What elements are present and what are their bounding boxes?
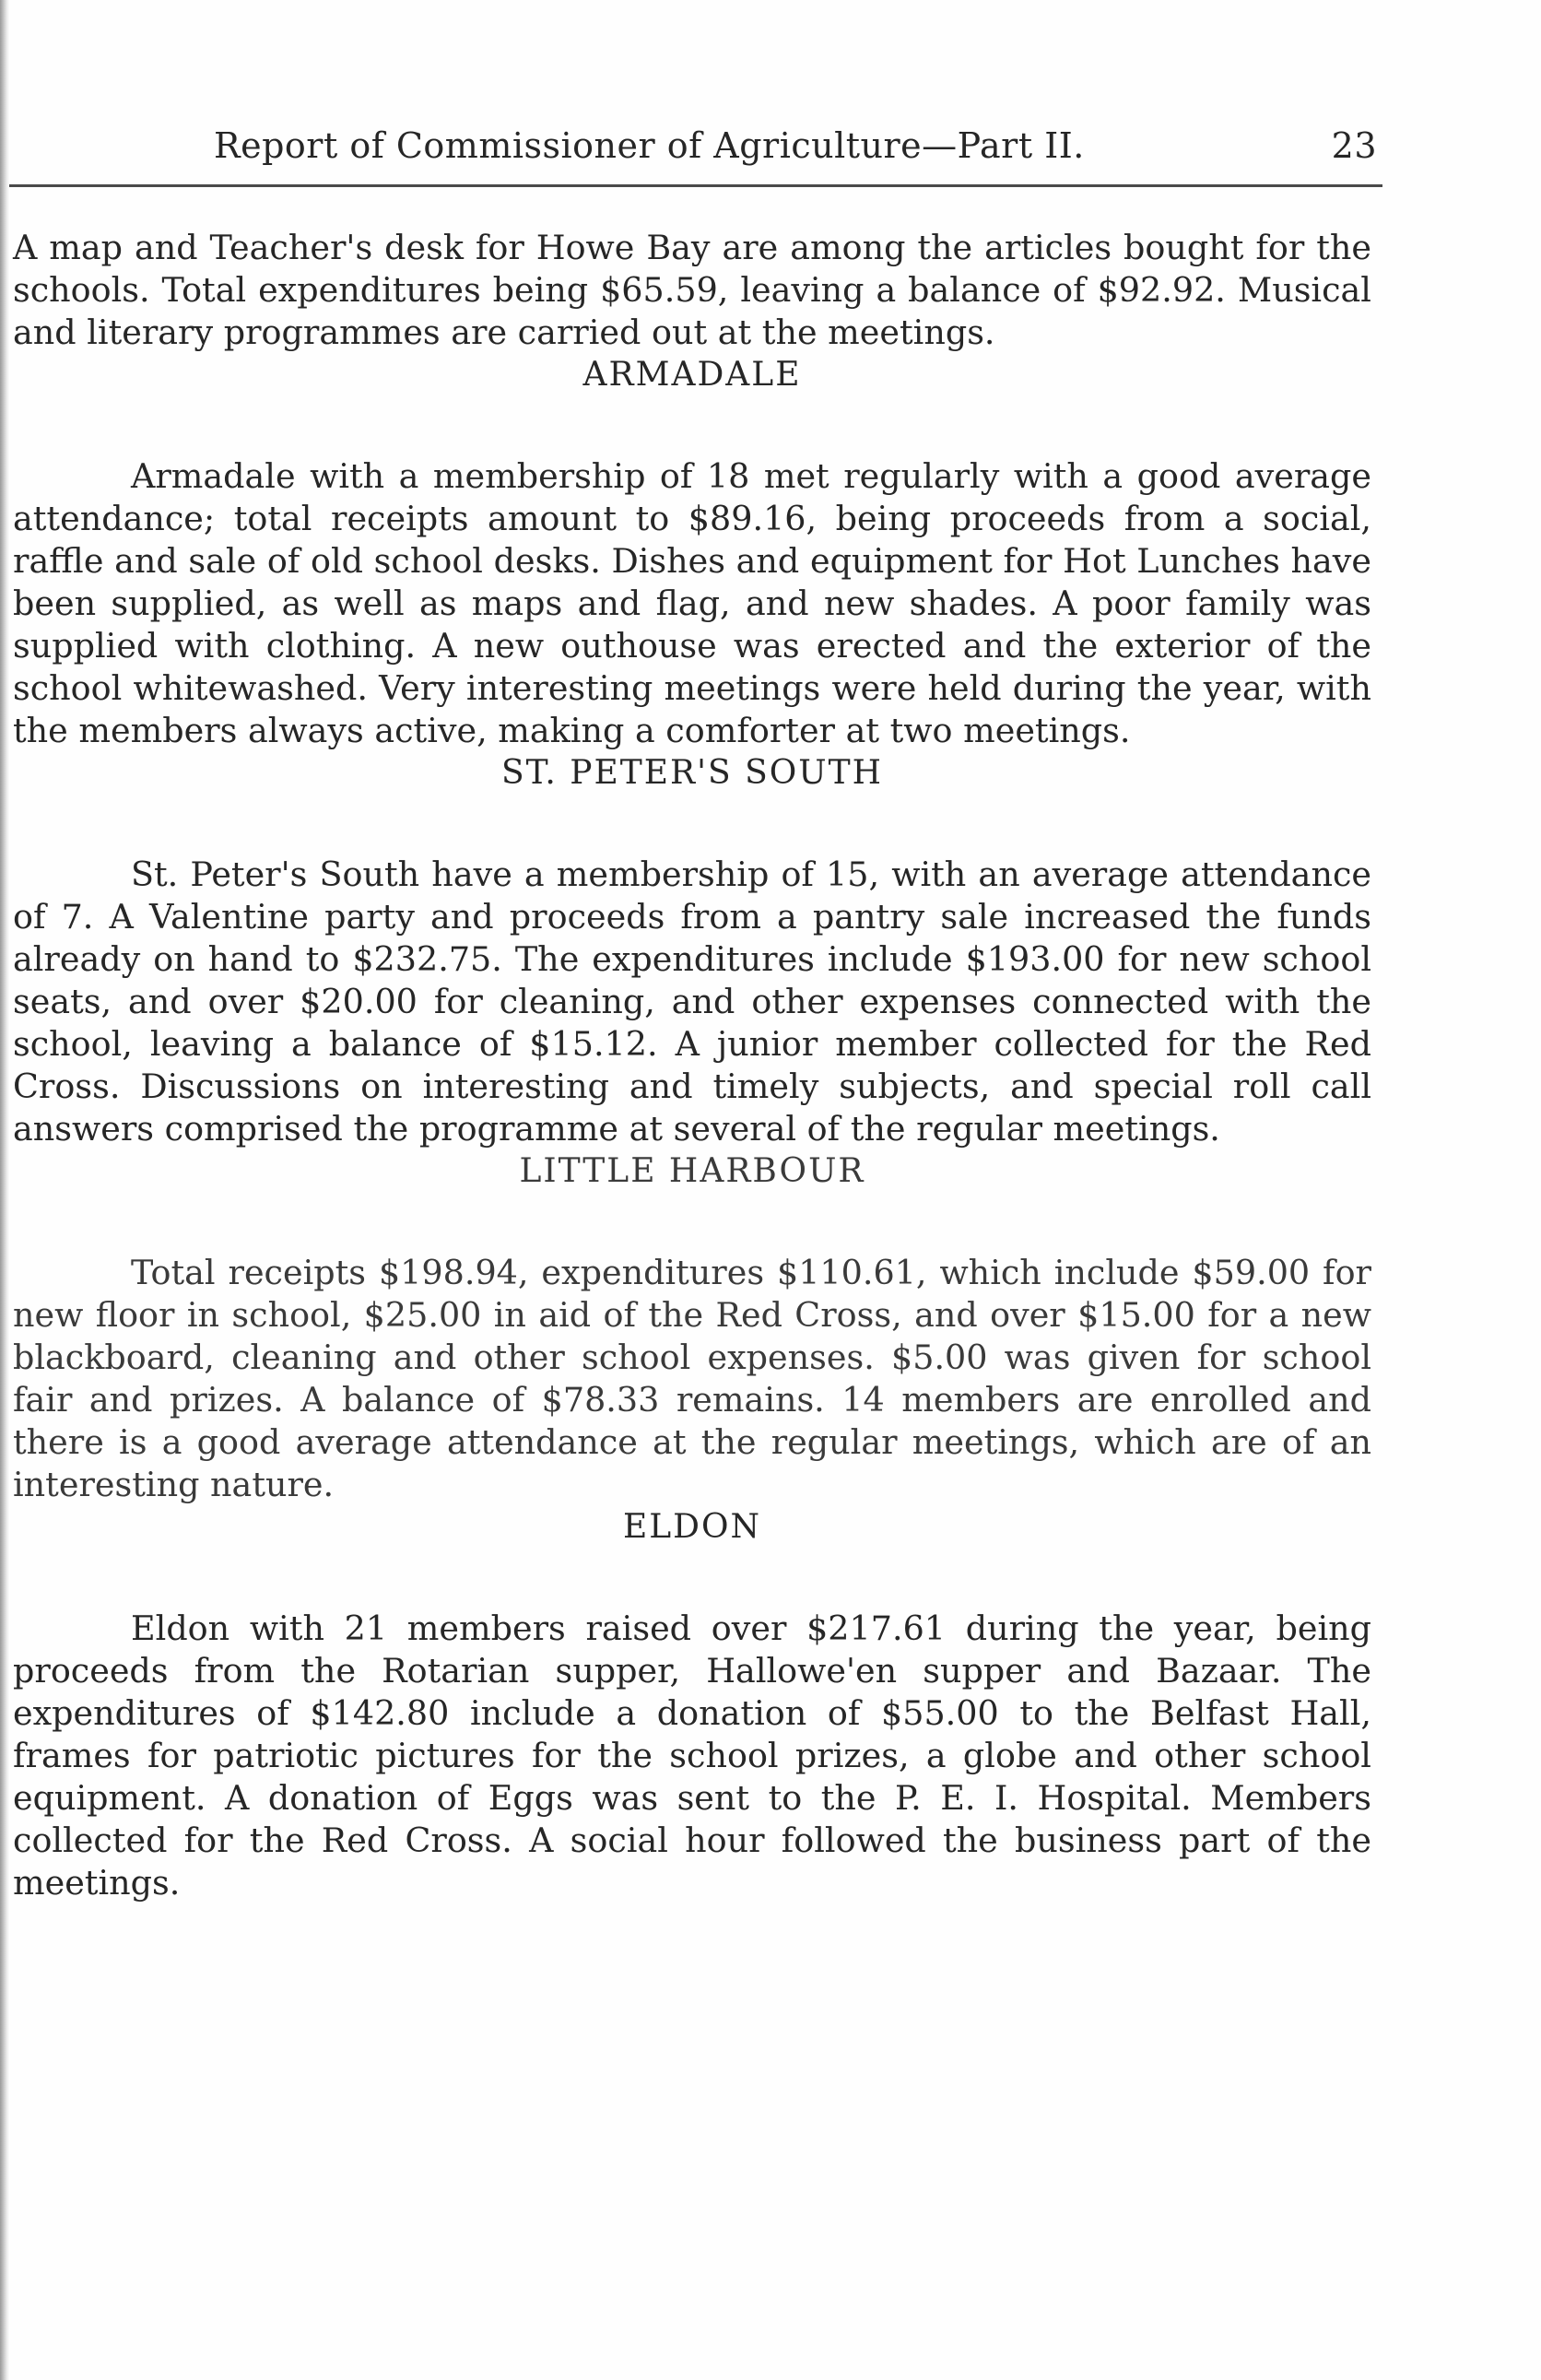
section-heading-eldon: ELDON — [622, 1508, 762, 1546]
header-title: Report of Commissioner of Agriculture—Part II. — [214, 125, 1085, 166]
section-paragraph-little-harbour: Total receipts $198.94, expenditures $110.61, which include $59.00 for new floor in school, $25.00 in aid of the Red Cross, and over $15.00 for a new blackboard, cleaning and other school expenses. $5.00 was given for school fair and prizes. A balance of $78.33 remains. 14 members are enrolled and there is a good average attendance at the regular meetings, which are of an interesting nature. — [13, 1253, 1371, 1504]
page-edge-shadow — [0, 0, 9, 2380]
section-heading-st-peters-south: ST. PETER'S SOUTH — [500, 754, 884, 792]
section-paragraph-armadale: Armadale with a membership of 18 met regularly with a good average attendance; total receipts amount to $89.16, being proceeds from a social, raffle and sale of old school desks. Dishes and equipment for Hot Lunches have been supplied, as well as maps and flag, and new shades. A poor family was supplied with clothing. A new outhouse was erected and the exterior of the school whitewashed. Very interesting meetings were held during the year, with the members always active, making a comforter at two meetings. — [13, 456, 1371, 750]
section-paragraph-st-peters-south: St. Peter's South have a membership of 15, with an average attendance of 7. A Valentine party and proceeds from a pantry sale increased the funds already on hand to $232.75. The expenditures include $193.00 for new school seats, and over $20.00 for cleaning, and other expenses connected with the school, leaving a balance of $15.12. A junior member collected for the Red Cross. Discussions on interesting and timely subjects, and special roll call answers comprised the programme at several of the regular meetings. — [13, 854, 1371, 1149]
section-heading-little-harbour: LITTLE HARBOUR — [519, 1152, 865, 1190]
section-paragraph-eldon: Eldon with 21 members raised over $217.61 during the year, being proceeds from the Rotarian supper, Hallowe'en supper and Bazaar. The expenditures of $142.80 include a donation of $55.00 to the Belfast Hall, frames for patriotic pictures for the school prizes, a globe and other school equipment. A donation of Eggs was sent to the P. E. I. Hospital. Members collected for the Red Cross. A social hour followed the business part of the meetings. — [13, 1608, 1371, 1903]
page-number: 23 — [1331, 125, 1377, 166]
report-body — [13, 227, 1371, 1904]
section-heading-armadale: ARMADALE — [582, 356, 802, 394]
page-header — [214, 125, 1377, 170]
intro-paragraph: A map and Teacher's desk for Howe Bay are among the articles bought for the schools. Total expenditures being $65.59, leaving a balance of $92.92. Musical and literary programmes are carried out at the meetings. — [13, 228, 1371, 352]
header-divider — [9, 184, 1382, 187]
